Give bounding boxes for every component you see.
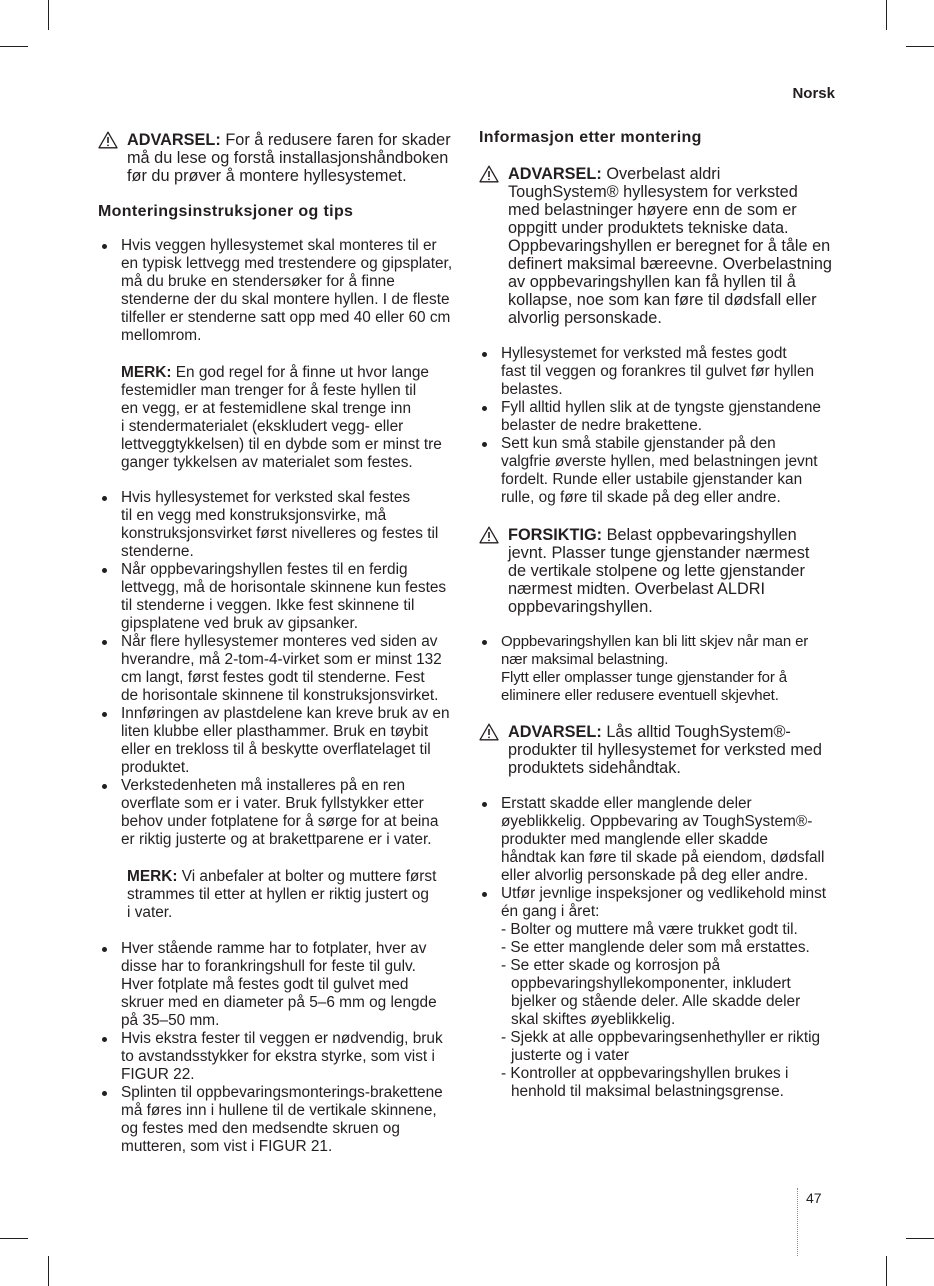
- bullet-icon: [102, 1037, 107, 1042]
- crop-mark: [0, 46, 28, 47]
- paragraph: [501, 345, 821, 399]
- paragraph: [121, 489, 450, 561]
- text-line: de horisontale skinnene til konstruksjonsvirket.: [121, 687, 439, 704]
- text-line: behov under fotplatene for å sørge for at beina: [121, 813, 439, 830]
- text-line: stenderne der du skal montere hyllen. I de fleste: [121, 291, 450, 308]
- text-line-content: Vi anbefaler at bolter og muttere først: [181, 868, 437, 885]
- text-line: [508, 526, 809, 544]
- list-item: [121, 705, 450, 777]
- text-line: overflate som er i vater. Bruk fyllstykker etter: [121, 795, 424, 812]
- bullet-icon: [482, 352, 487, 357]
- bullet-icon: [102, 947, 107, 952]
- text-line: hverandre, må 2-tom-4-virket som er minst 132: [121, 651, 442, 668]
- text-line: stenderne.: [121, 543, 194, 560]
- bullet-icon: [482, 406, 487, 411]
- paragraph: [501, 633, 808, 705]
- list-item: [121, 1030, 443, 1084]
- text-line: Flytt eller omplasser tunge gjenstander for å: [501, 669, 787, 686]
- list-item: [121, 489, 450, 561]
- crop-mark: [48, 0, 49, 30]
- text-line-content: Belast oppbevaringshyllen: [606, 526, 797, 544]
- text-line: Hvis ekstra fester til veggen er nødvendig, bruk: [121, 1030, 443, 1047]
- text-line: må du bruke en stendersøker for å finne: [121, 273, 395, 290]
- text-line: [121, 364, 442, 382]
- list-item: [501, 399, 821, 435]
- text-line: ganger tykkelsen av materialet som festes.: [121, 454, 413, 471]
- text-line: til en vegg med konstruksjonsvirke, må: [121, 507, 387, 524]
- caution-text: [508, 526, 809, 616]
- paragraph: [121, 633, 450, 705]
- text-line: på 35–50 mm.: [121, 1012, 220, 1029]
- bullet-icon: [102, 712, 107, 717]
- text-line: er riktig justerte og at brakettparene er i vater.: [121, 831, 432, 848]
- bullet-list: [501, 795, 826, 1101]
- crop-mark: [906, 46, 934, 47]
- bullet-icon: [482, 892, 487, 897]
- text-line: Verkstedenheten må installeres på en ren: [121, 777, 406, 794]
- text-line: øyeblikkelig. Oppbevaring av ToughSystem®-: [501, 813, 813, 830]
- list-item: [121, 777, 450, 849]
- text-line: rulle, og føre til skade på deg eller andre.: [501, 489, 781, 506]
- paragraph: [121, 1084, 443, 1156]
- checklist-item: [501, 1065, 826, 1101]
- text-line: kollapse, noe som kan føre til dødsfall eller: [508, 291, 817, 309]
- text-line: - Se etter manglende deler som må erstattes.: [501, 939, 810, 956]
- paragraph: [501, 399, 821, 435]
- text-line: skruer med en diameter på 5–6 mm og lengde: [121, 994, 437, 1011]
- text-line: Hyllesystemet for verksted må festes godt: [501, 345, 787, 362]
- text-line: før du prøver å montere hyllesystemet.: [127, 167, 407, 185]
- text-line: til stenderne i veggen. Ikke fest skinnene til: [121, 597, 415, 614]
- bullet-icon: [102, 640, 107, 645]
- list-item: [121, 1084, 443, 1156]
- checklist-item: [501, 939, 826, 957]
- text-line: en vegg, er at festemidlene skal trenge inn: [121, 400, 412, 417]
- text-line: fast til veggen og forankres til gulvet før hyllen: [501, 363, 815, 380]
- text-line: alvorlig personskade.: [508, 309, 662, 327]
- warning-icon: [479, 526, 499, 544]
- text-line: henhold til maksimal belastningsgrense.: [511, 1083, 784, 1100]
- warning-icon: [98, 131, 118, 149]
- bullet-icon: [482, 442, 487, 447]
- text-line: [127, 868, 436, 886]
- bullet-icon: [102, 1091, 107, 1096]
- page-number: 47: [806, 1190, 822, 1206]
- list-item: [501, 885, 826, 1101]
- list-item: [501, 435, 821, 507]
- text-line: de vertikale stolpene og lette gjenstander: [508, 562, 805, 580]
- checklist-item: [501, 921, 826, 939]
- paragraph: [121, 237, 452, 345]
- text-line: Erstatt skadde eller manglende deler: [501, 795, 752, 812]
- text-line: ToughSystem® hyllesystem for verksted: [508, 183, 798, 201]
- bullet-icon: [102, 244, 107, 249]
- text-line: produkter til hyllesystemet for verksted med: [508, 741, 822, 759]
- paragraph: [121, 1030, 443, 1084]
- text-line: disse har to forankringshull for feste til gulv.: [121, 958, 416, 975]
- notice-label: ADVARSEL:: [127, 131, 221, 149]
- text-line: valgfrie øverste hyllen, med belastningen jevnt: [501, 453, 818, 470]
- text-line: cm langt, først festes godt til stenderne. Fest: [121, 669, 425, 686]
- caution-notice: [479, 526, 809, 616]
- paragraph: [121, 940, 443, 1030]
- note-text: [127, 868, 436, 922]
- bullet-icon: [102, 496, 107, 501]
- list-item: [121, 561, 450, 633]
- text-line: to avstandsstykker for ekstra styrke, som vist i: [121, 1048, 435, 1065]
- text-line: Når flere hyllesystemer monteres ved siden av: [121, 633, 438, 650]
- text-line: [508, 165, 832, 183]
- warning-text: [508, 165, 832, 327]
- text-line: tilfeller er stenderne satt opp med 40 eller 60 cm: [121, 309, 451, 326]
- bullet-list: [121, 940, 443, 1156]
- note: [127, 868, 436, 922]
- warning-text: [127, 131, 451, 185]
- text-line: Oppbevaringshyllen er beregnet for å tåle en: [508, 237, 831, 255]
- text-line: konstruksjonsvirket først nivelleres og festes til: [121, 525, 439, 542]
- list-item: [121, 940, 443, 1030]
- text-line: definert maksimal bæreevne. Overbelastning: [508, 255, 832, 273]
- text-line: - Kontroller at oppbevaringshyllen brukes i: [501, 1065, 789, 1082]
- text-line: justerte og i vater: [511, 1047, 630, 1064]
- text-line: lettvegg, må de horisontale skinnene kun festes: [121, 579, 447, 596]
- text-line-content: Overbelast aldri: [606, 165, 721, 183]
- checklist-item: [501, 957, 826, 1029]
- crop-mark: [48, 1256, 49, 1286]
- list-item: [501, 795, 826, 885]
- text-line: nær maksimal belastning.: [501, 651, 669, 668]
- text-line: - Bolter og muttere må være trukket godt til.: [501, 921, 798, 938]
- text-line: liten klubbe eller plasthammer. Bruk en tøybit: [121, 723, 429, 740]
- text-line-content: For å redusere faren for skader: [225, 131, 451, 149]
- text-line: i stendermaterialet (ekskludert vegg- eller: [121, 418, 404, 435]
- section-heading: Informasjon etter montering: [479, 129, 702, 146]
- paragraph: [121, 561, 450, 633]
- text-line: eller alvorlig personskade på deg eller andre.: [501, 867, 809, 884]
- text-line: gipsplatene ved bruk av gipsanker.: [121, 615, 358, 632]
- text-line: Hvis veggen hyllesystemet skal monteres til er: [121, 237, 437, 254]
- text-line: FIGUR 22.: [121, 1066, 195, 1083]
- text-line: fordelt. Runde eller ustabile gjenstander kan: [501, 471, 803, 488]
- text-line: en typisk lettvegg med trestendere og gipsplater,: [121, 255, 453, 272]
- paragraph: [501, 795, 826, 885]
- bullet-list: [121, 489, 450, 849]
- text-line: strammes til etter at hyllen er riktig justert og: [127, 886, 429, 903]
- text-line: Splinten til oppbevaringsmonterings-brakettene: [121, 1084, 443, 1101]
- bullet-icon: [102, 568, 107, 573]
- crop-mark: [886, 1256, 887, 1286]
- paragraph: [121, 705, 450, 777]
- notice-label: MERK:: [121, 364, 172, 381]
- text-line: Fyll alltid hyllen slik at de tyngste gjenstandene: [501, 399, 821, 416]
- notice-label: ADVARSEL:: [508, 165, 602, 183]
- text-line-content: En god regel for å finne ut hvor lange: [175, 364, 429, 381]
- text-line: oppgitt under produktets tekniske data.: [508, 219, 789, 237]
- text-line: Utfør jevnlige inspeksjoner og vedlikehold minst: [501, 885, 827, 902]
- text-line: mellomrom.: [121, 327, 202, 344]
- crop-mark: [906, 1238, 934, 1239]
- text-line: Hver stående ramme har to fotplater, hver av: [121, 940, 427, 957]
- text-line-content: Lås alltid ToughSystem®-: [606, 723, 791, 741]
- text-line: belaster de nedre brakettene.: [501, 417, 703, 434]
- paragraph: [121, 777, 450, 849]
- text-line: bjelker og stående deler. Alle skadde deler: [511, 993, 801, 1010]
- text-line: oppbevaringshyllekomponenter, inkludert: [511, 975, 791, 992]
- text-line: av oppbevaringshyllen kan få hyllen til å: [508, 273, 796, 291]
- text-line: oppbevaringshyllen.: [508, 598, 653, 616]
- paragraph: [501, 885, 826, 921]
- text-line: mutteren, som vist i FIGUR 21.: [121, 1138, 333, 1155]
- text-line: produkter med manglende eller skadde: [501, 831, 768, 848]
- text-line: håndtak kan føre til skade på eiendom, dødsfall: [501, 849, 825, 866]
- text-line: produktets sidehåndtak.: [508, 759, 681, 777]
- list-item: [501, 345, 821, 399]
- warning-icon: [479, 165, 499, 183]
- text-line: [508, 723, 822, 741]
- text-line: - Sjekk at alle oppbevaringsenhethyller er riktig: [501, 1029, 821, 1046]
- text-line: Sett kun små stabile gjenstander på den: [501, 435, 776, 452]
- notice-label: ADVARSEL:: [508, 723, 602, 741]
- bullet-list: [501, 633, 808, 705]
- text-line: må føres inn i hullene til de vertikale skinnene,: [121, 1102, 437, 1119]
- text-line: Hver fotplate må festes godt til gulvet med: [121, 976, 409, 993]
- text-line: eller en trekloss til å beskytte overflatelaget til: [121, 741, 431, 758]
- paragraph: [501, 435, 821, 507]
- note-text: [121, 364, 442, 472]
- note: [121, 364, 442, 472]
- crop-mark: [0, 1238, 28, 1239]
- text-line: skal skiftes øyeblikkelig.: [511, 1011, 676, 1028]
- checklist-item: [501, 1029, 826, 1065]
- notice-label: MERK:: [127, 868, 178, 885]
- section-heading: Monteringsinstruksjoner og tips: [98, 203, 354, 220]
- text-line: Innføringen av plastdelene kan kreve bruk av en: [121, 705, 450, 722]
- text-line: én gang i året:: [501, 903, 600, 920]
- text-line: med belastninger høyere enn de som er: [508, 201, 797, 219]
- text-line: lettveggtykkelsen) til en dybde som er minst tre: [121, 436, 442, 453]
- list-item: [121, 633, 450, 705]
- crop-mark: [886, 0, 887, 30]
- text-line: festemidler man trenger for å feste hyllen til: [121, 382, 417, 399]
- text-line: Når oppbevaringshyllen festes til en ferdig: [121, 561, 408, 578]
- notice-label: FORSIKTIG:: [508, 526, 603, 544]
- text-line: jevnt. Plasser tunge gjenstander nærmest: [508, 544, 810, 562]
- language-label: Norsk: [792, 85, 835, 102]
- text-line: Hvis hyllesystemet for verksted skal festes: [121, 489, 411, 506]
- bullet-icon: [482, 802, 487, 807]
- warning-icon: [479, 723, 499, 741]
- install-warning: [98, 131, 451, 185]
- text-line: [127, 131, 451, 149]
- bullet-icon: [482, 640, 487, 645]
- bullet-list: [121, 237, 452, 345]
- text-line: produktet.: [121, 759, 190, 776]
- text-line: belastes.: [501, 381, 563, 398]
- text-line: nærmest midten. Overbelast ALDRI: [508, 580, 765, 598]
- text-line: Oppbevaringshyllen kan bli litt skjev når man er: [501, 633, 809, 650]
- overload-warning: [479, 165, 832, 327]
- text-line: og festes med den medsendte skruen og: [121, 1120, 400, 1137]
- bullet-icon: [102, 784, 107, 789]
- text-line: må du lese og forstå installasjonshåndboken: [127, 149, 449, 167]
- text-line: - Se etter skade og korrosjon på: [501, 957, 721, 974]
- list-item: [121, 237, 452, 345]
- bullet-list: [501, 345, 821, 507]
- warning-text: [508, 723, 822, 777]
- footer-divider: [797, 1188, 798, 1256]
- text-line: i vater.: [127, 904, 173, 921]
- list-item: [501, 633, 808, 705]
- handle-warning: [479, 723, 822, 777]
- text-line: eliminere eller redusere eventuell skjevhet.: [501, 687, 779, 704]
